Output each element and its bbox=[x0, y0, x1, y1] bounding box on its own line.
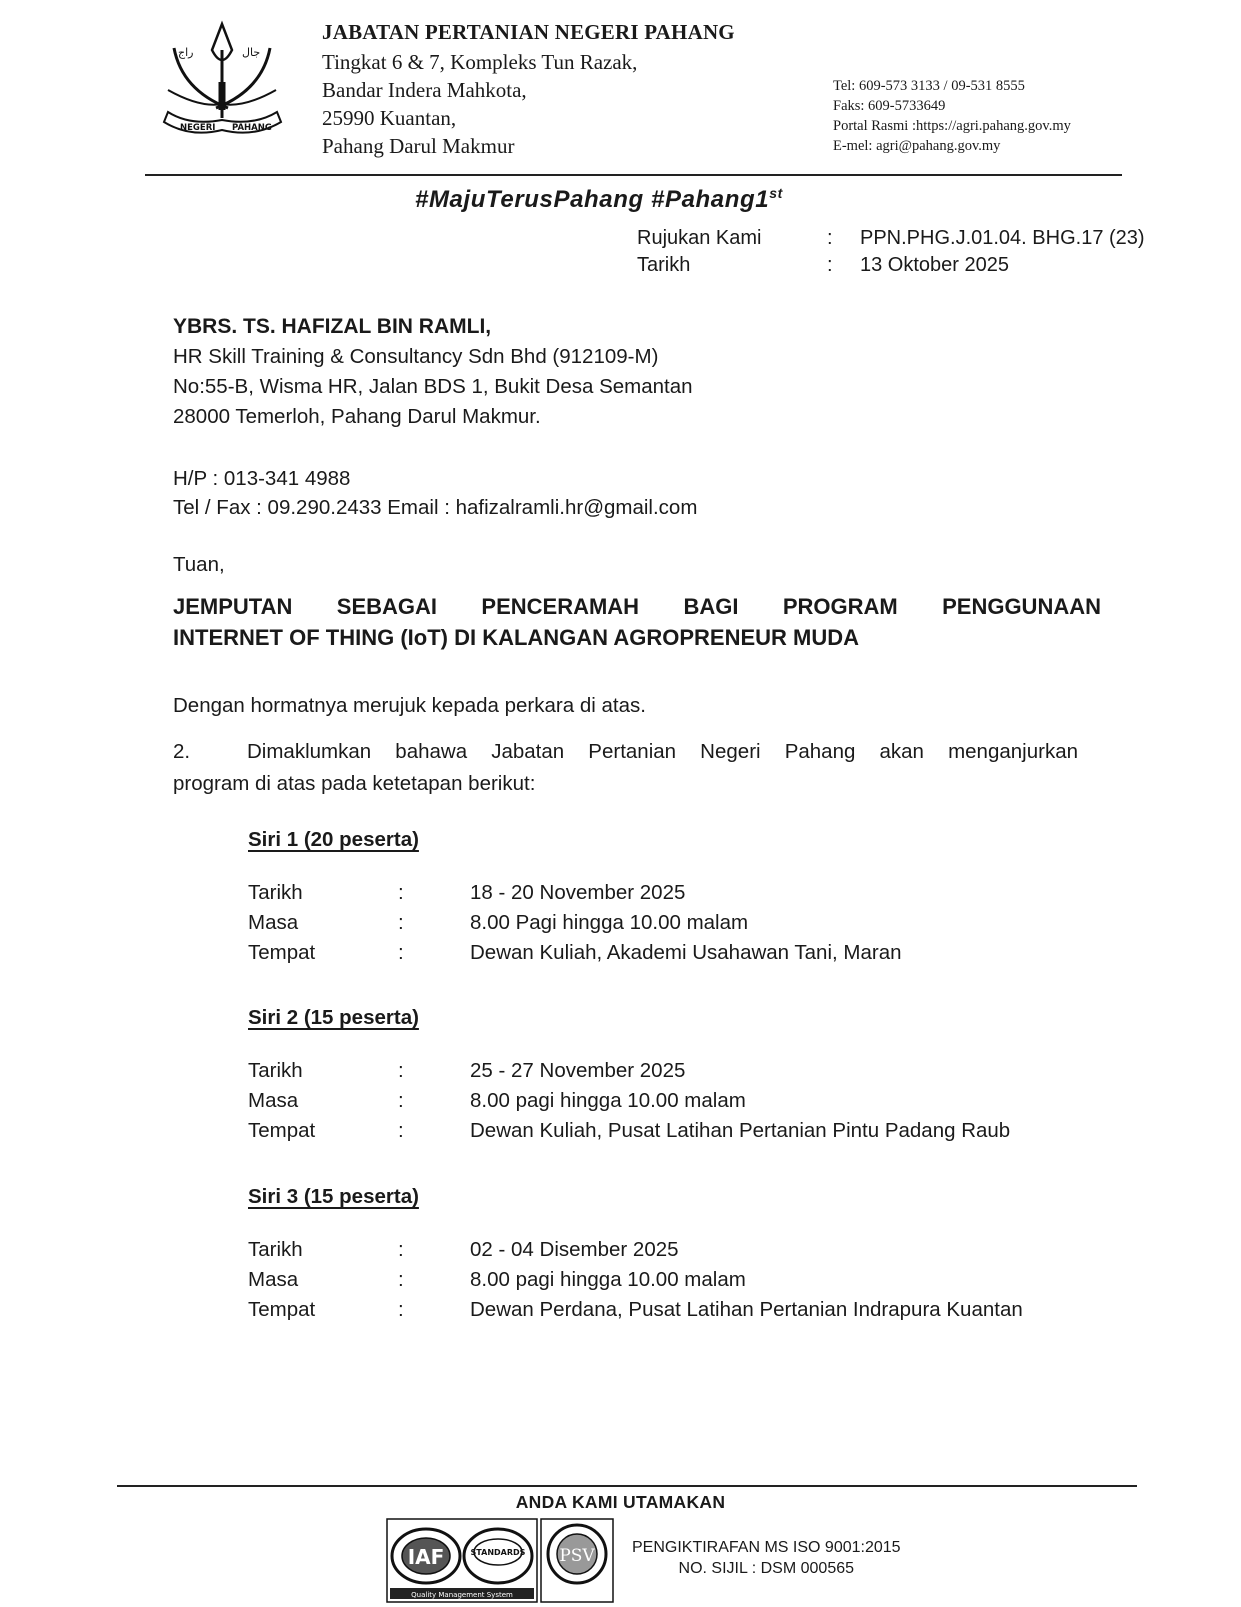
svg-text:STANDARDS: STANDARDS bbox=[470, 1548, 526, 1557]
ref-value: PPN.PHG.J.01.04. BHG.17 (23) bbox=[860, 227, 1145, 249]
certification-badges bbox=[386, 1518, 614, 1603]
recipient-company: HR Skill Training & Consultancy Sdn Bhd (912109-M) bbox=[173, 345, 659, 368]
recipient-contact bbox=[173, 464, 697, 522]
reference-row bbox=[637, 225, 1145, 252]
svg-text:PSV: PSV bbox=[559, 1546, 595, 1566]
subject-word: SEBAGAI bbox=[336, 594, 438, 619]
svg-text:ﺟﺎﻝ: ﺟﺎﻝ bbox=[242, 46, 261, 59]
masa-label: Masa bbox=[248, 911, 299, 934]
subject-word: BAGI bbox=[683, 594, 739, 619]
email-link[interactable]: E-mel: agri@pahang.gov.my bbox=[833, 138, 1001, 154]
portal-link[interactable]: Portal Rasmi :https://agri.pahang.gov.my bbox=[833, 118, 1071, 134]
recipient-address: 28000 Temerloh, Pahang Darul Makmur. bbox=[173, 405, 541, 428]
badge-caption: Quality Management System bbox=[411, 1591, 513, 1599]
colon: : bbox=[827, 254, 833, 276]
tempat-label: Tempat bbox=[248, 1119, 316, 1142]
iso-certificate-number: NO. SIJIL : DSM 000565 bbox=[678, 1560, 855, 1577]
organization-name: JABATAN PERTANIAN NEGERI PAHANG bbox=[322, 20, 735, 44]
paragraph-number: 2. bbox=[173, 740, 191, 763]
psv-badge bbox=[548, 1525, 606, 1583]
recipient-block bbox=[173, 312, 693, 432]
tempat-value: Dewan Kuliah, Akademi Usahawan Tani, Maran bbox=[470, 941, 902, 964]
siri-block bbox=[248, 1006, 1010, 1146]
masa-label: Masa bbox=[248, 1268, 299, 1291]
masa-value: 8.00 pagi hingga 10.00 malam bbox=[470, 1089, 746, 1112]
siri-block bbox=[248, 828, 902, 968]
subject-word: PENCERAMAH bbox=[481, 594, 640, 619]
colon: : bbox=[398, 911, 404, 934]
paragraph-2 bbox=[173, 736, 1078, 800]
ref-label: Rujukan Kami bbox=[637, 227, 762, 249]
hashtag-slogan bbox=[415, 185, 783, 214]
colon: : bbox=[398, 881, 404, 904]
tempat-label: Tempat bbox=[248, 941, 316, 964]
recipient-tel-email: Tel / Fax : 09.290.2433 Email : hafizalramli.hr@gmail.com bbox=[173, 496, 698, 519]
iaf-badge bbox=[392, 1529, 460, 1583]
colon: : bbox=[398, 1119, 404, 1142]
paragraph-text: Dimaklumkan bahawa Jabatan Pertanian Negeri Pahang akan menganjurkan bbox=[247, 740, 1078, 763]
siri-title: Siri 3 (15 peserta) bbox=[248, 1185, 419, 1208]
masa-value: 8.00 Pagi hingga 10.00 malam bbox=[470, 911, 749, 934]
tarikh-value: 18 - 20 November 2025 bbox=[470, 881, 686, 904]
hashtag-text: #MajuTerusPahang #Pahang1 bbox=[415, 186, 770, 213]
svg-text:ﺭﺍﺝ: ﺭﺍﺝ bbox=[178, 46, 194, 59]
siri-title: Siri 2 (15 peserta) bbox=[248, 1006, 419, 1029]
iso-certification bbox=[632, 1537, 901, 1579]
organization-contact bbox=[833, 76, 1071, 156]
reference-block bbox=[637, 225, 1145, 279]
tel-text: Tel: 609-573 3133 / 09-531 8555 bbox=[833, 78, 1025, 94]
colon: : bbox=[398, 1059, 404, 1082]
subject-word: PENGGUNAAN bbox=[942, 594, 1101, 619]
letter-subject bbox=[173, 591, 1101, 653]
fax-text: Faks: 609-5733649 bbox=[833, 98, 946, 114]
colon: : bbox=[827, 227, 833, 249]
tempat-value: Dewan Perdana, Pusat Latihan Pertanian Indrapura Kuantan bbox=[470, 1298, 1023, 1321]
tempat-label: Tempat bbox=[248, 1298, 316, 1321]
organization-address bbox=[322, 48, 637, 160]
paragraph-text: program di atas pada ketetapan berikut: bbox=[173, 772, 536, 795]
address-line: Pahang Darul Makmur bbox=[322, 134, 515, 158]
subject-line: INTERNET OF THING (IoT) DI KALANGAN AGROPRENEUR MUDA bbox=[173, 625, 860, 650]
subject-word: PROGRAM bbox=[782, 594, 898, 619]
colon: : bbox=[398, 1298, 404, 1321]
colon: : bbox=[398, 1268, 404, 1291]
tarikh-value: 02 - 04 Disember 2025 bbox=[470, 1238, 679, 1261]
siri-title: Siri 1 (20 peserta) bbox=[248, 828, 419, 851]
address-line: 25990 Kuantan, bbox=[322, 106, 457, 130]
colon: : bbox=[398, 1238, 404, 1261]
crest-text-left: NEGERI bbox=[180, 123, 216, 133]
pahang-crest-logo bbox=[160, 20, 285, 145]
tarikh-label: Tarikh bbox=[248, 881, 303, 904]
footer-motto: ANDA KAMI UTAMAKAN bbox=[515, 1492, 726, 1512]
salutation: Tuan, bbox=[173, 553, 225, 576]
footer-divider bbox=[117, 1485, 1137, 1487]
standards-badge bbox=[464, 1529, 532, 1583]
address-line: Bandar Indera Mahkota, bbox=[322, 78, 527, 102]
subject-word: JEMPUTAN bbox=[173, 594, 293, 619]
recipient-address: No:55-B, Wisma HR, Jalan BDS 1, Bukit Desa Semantan bbox=[173, 375, 693, 398]
masa-label: Masa bbox=[248, 1089, 299, 1112]
svg-text:IAF: IAF bbox=[407, 1545, 445, 1569]
date-label: Tarikh bbox=[637, 254, 691, 276]
tarikh-label: Tarikh bbox=[248, 1059, 303, 1082]
iso-line: PENGIKTIRAFAN MS ISO 9001:2015 bbox=[632, 1539, 901, 1556]
date-value: 13 Oktober 2025 bbox=[860, 254, 1009, 276]
masa-value: 8.00 pagi hingga 10.00 malam bbox=[470, 1268, 746, 1291]
recipient-name: YBRS. TS. HAFIZAL BIN RAMLI, bbox=[173, 315, 492, 338]
colon: : bbox=[398, 941, 404, 964]
tarikh-value: 25 - 27 November 2025 bbox=[470, 1059, 686, 1082]
hashtag-superscript: st bbox=[769, 185, 783, 201]
tarikh-label: Tarikh bbox=[248, 1238, 303, 1261]
header-divider bbox=[145, 174, 1122, 176]
siri-block bbox=[248, 1185, 1023, 1325]
crest-text-right: PAHANG bbox=[232, 123, 272, 133]
tempat-value: Dewan Kuliah, Pusat Latihan Pertanian Pintu Padang Raub bbox=[470, 1119, 1011, 1142]
colon: : bbox=[398, 1089, 404, 1112]
subject-line bbox=[173, 591, 1101, 622]
paragraph-1: Dengan hormatnya merujuk kepada perkara di atas. bbox=[173, 694, 646, 717]
address-line: Tingkat 6 & 7, Kompleks Tun Razak, bbox=[322, 50, 638, 74]
recipient-hp: H/P : 013-341 4988 bbox=[173, 467, 351, 490]
date-row bbox=[637, 252, 1145, 279]
